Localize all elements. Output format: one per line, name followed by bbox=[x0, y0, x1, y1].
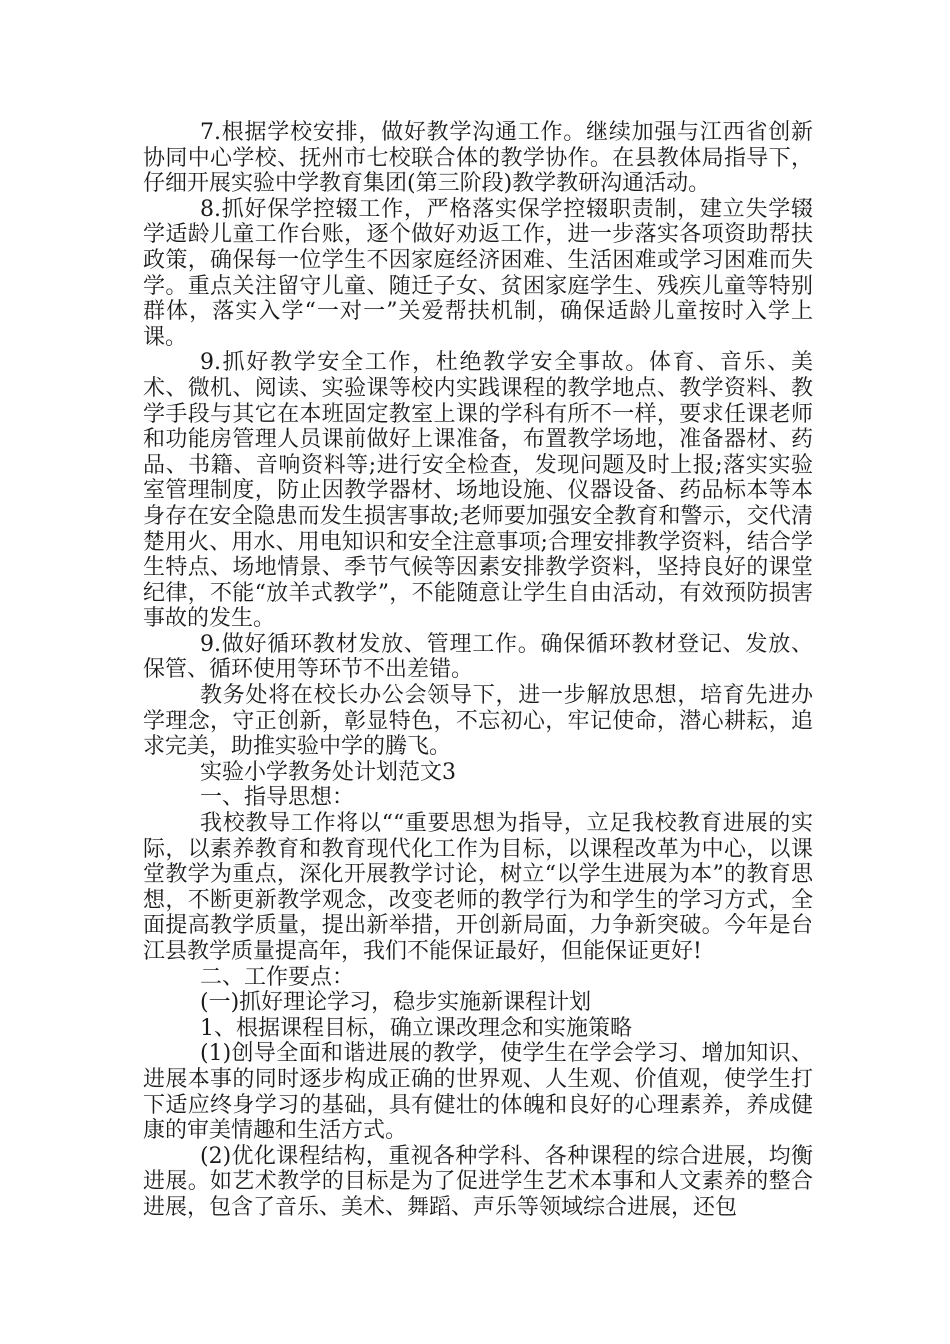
subheading-curriculum-goals: 1、根据课程目标，确立课改理念和实施策略 bbox=[200, 1015, 632, 1041]
paragraph-item-8: 8.抓好保学控辍工作，严格落实保学控辍职责制，建立失学辍学适龄儿童工作台账，逐个做好劝返工作，进一步落实各项资助帮扶政策，确保每一位学生不因家庭经济困难、生活困难或学习困难而失学。重点关注留守儿童、随迁子女、贫困家庭学生、残疾儿童等特别群体，落实入学“一对一”关爱帮扶机制，确保适龄儿童按时入学上课。 bbox=[143, 196, 813, 350]
section-title: 实验小学教务处计划范文3 bbox=[200, 759, 456, 785]
paragraph-closing: 教务处将在校长办公会领导下，进一步解放思想，培育先进办学理念，守正创新，彰显特色，不忘初心，牢记使命，潜心耕耘，追求完美，助推实验中学的腾飞。 bbox=[143, 683, 813, 760]
subheading-theory-study: (一)抓好理论学习，稳步实施新课程计划 bbox=[200, 990, 592, 1016]
paragraph-item-7: 7.根据学校安排，做好教学沟通工作。继续加强与江西省创新协同中心学校、抚州市七校联合体的教学协作。在县教体局指导下，仔细开展实验中学教育集团(第三阶段)教学教研沟通活动。 bbox=[143, 120, 813, 197]
paragraph-point-1: (1)创导全面和谐进展的教学，使学生在学会学习、增加知识、进展本事的同时逐步构成正确的世界观、人生观、价值观，使学生打下适应终身学习的基础，具有健壮的体魄和良好的心理素养，养成健康的审美情趣和生活方式。 bbox=[143, 1041, 813, 1144]
paragraph-item-9-safety: 9.抓好教学安全工作，杜绝教学安全事故。体育、音乐、美术、微机、阅读、实验课等校内实践课程的教学地点、教学资料、教学手段与其它在本班固定教室上课的学科有所不一样，要求任课老师和功能房管理人员课前做好上课准备，布置教学场地，准备器材、药品、书籍、音响资料等;进行安全检查，发现问题及时上报;落实实验室管理制度，防止因教学器材、场地设施、仪器设备、药品标本等本身存在安全隐患而发生损害事故;老师要加强安全教育和警示，交代清楚用火、用水、用电知识和安全注意事项;合理安排教学资料，结合学生特点、场地情景、季节气候等因素安排教学资料，坚持良好的课堂纪律，不能“放羊式教学”，不能随意让学生自由活动，有效预防损害事故的发生。 bbox=[143, 350, 813, 632]
paragraph-guiding-ideology: 我校教导工作将以““重要思想为指导，立足我校教育进展的实际，以素养教育和教育现代化工作为目标，以课程改革为中心，以课堂教学为重点，深化开展教学讨论，树立“以学生进展为本”的教育思想，不断更新教学观念，改变老师的教学行为和学生的学习方式，全面提高教学质量，提出新举措，开创新局面，力争新突破。今年是台江县教学质量提高年，我们不能保证最好，但能保证更好! bbox=[143, 811, 813, 964]
paragraph-point-2: (2)优化课程结构，重视各种学科、各种课程的综合进展，均衡进展。如艺术教学的目标是为了促进学生艺术本事和人文素养的整合进展，包含了音乐、美术、舞蹈、声乐等领域综合进展，还包 bbox=[143, 1143, 813, 1220]
document-body bbox=[143, 120, 813, 1221]
heading-work-points: 二、工作要点： bbox=[200, 964, 355, 990]
paragraph-item-9-textbooks: 9.做好循环教材发放、管理工作。确保循环教材登记、发放、保管、循环使用等环节不出差错。 bbox=[143, 631, 813, 683]
heading-guiding-ideology: 一、指导思想： bbox=[200, 785, 355, 811]
